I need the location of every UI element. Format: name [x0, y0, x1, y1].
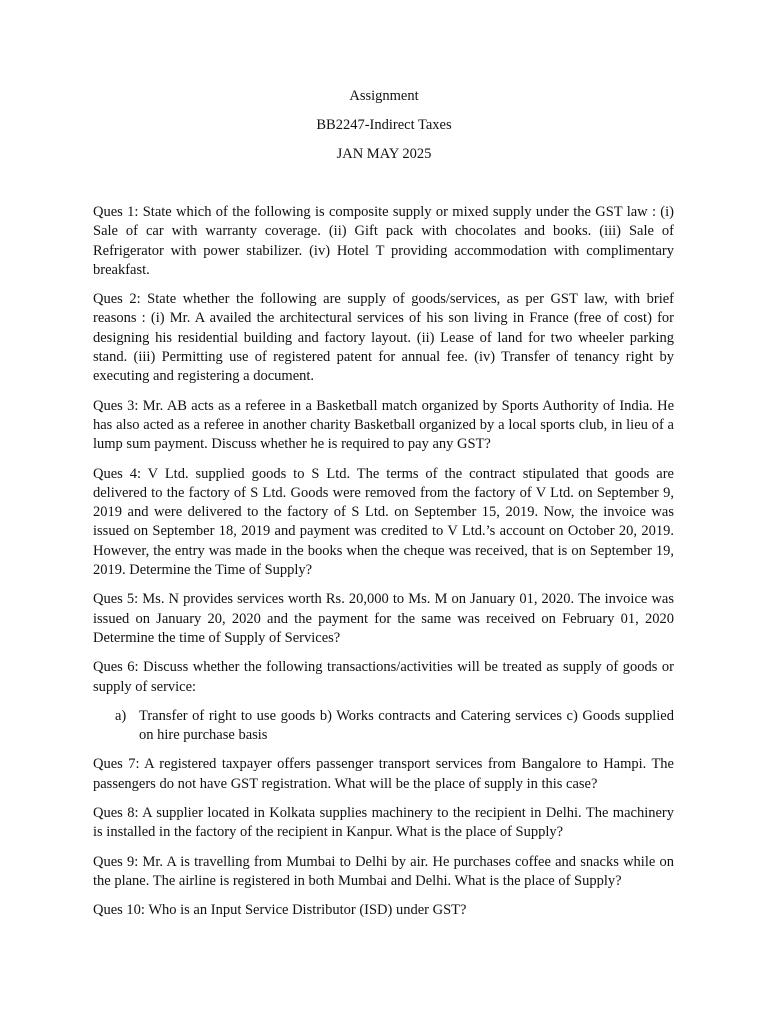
question-4: Ques 4: V Ltd. supplied goods to S Ltd. The terms of the contract stipulated that goods are delivered to the factory of S Ltd. Goods were removed from the factory of V Ltd. on September 9, 2019 and were delivered to the factory of S Ltd. on September 15, 2019. Now, the invoice was issued on September 18, 2019 and payment was credited to V Ltd.’s account on October 20, 2019. However, the entry was made in the books when the cheque was received, that is on September 19, 2019. Determine the Time of Supply?	[93, 465, 674, 579]
list-marker: a)	[115, 707, 127, 724]
question-1: Ques 1: State which of the following is composite supply or mixed supply under the GST law : (i) Sale of car with warranty coverage. (ii) Gift pack with chocolates and books. (iii) Sale of Refrigerator with power stabilizer. (iv) Hotel T providing accommodation with complimentary breakfast.	[93, 204, 674, 278]
question-6-item	[93, 707, 674, 746]
question-5: Ques 5: Ms. N provides services worth Rs. 20,000 to Ms. M on January 01, 2020. The invoice was issued on January 20, 2020 and the payment for the same was received on February 01, 2020 Determine the time of Supply of Services?	[93, 591, 674, 646]
question-3: Ques 3: Mr. AB acts as a referee in a Basketball match organized by Sports Authority of India. He has also acted as a referee in another charity Basketball organized by a local sports club, in lieu of a lump sum payment. Discuss whether he is required to pay any GST?	[93, 397, 674, 453]
question-6-item-text: Transfer of right to use goods b) Works contracts and Catering services c) Goods supplied on hire purchase basis	[139, 707, 674, 744]
question-8: Ques 8: A supplier located in Kolkata supplies machinery to the recipient in Delhi. The machinery is installed in the factory of the recipient in Kanpur. What is the place of Supply?	[93, 805, 674, 841]
assignment-title: Assignment	[349, 88, 419, 104]
question-6-options	[93, 707, 674, 746]
document-header	[0, 87, 768, 174]
question-10: Ques 10: Who is an Input Service Distributor (ISD) under GST?	[93, 902, 467, 919]
questions-body	[93, 203, 674, 931]
question-6: Ques 6: Discuss whether the following transactions/activities will be treated as supply of goods or supply of service:	[93, 659, 674, 695]
term-label: JAN MAY 2025	[336, 146, 432, 162]
question-2: Ques 2: State whether the following are supply of goods/services, as per GST law, with brief reasons : (i) Mr. A availed the architectural services of his son living in France (free of cost) for designing his residential building and factory layout. (ii) Lease of land for two wheeler parking stand. (iii) Permitting use of registered patent for annual fee. (iv) Transfer of tenancy right by executing and registering a document.	[93, 291, 674, 385]
course-code: BB2247-Indirect Taxes	[316, 117, 452, 133]
question-7: Ques 7: A registered taxpayer offers passenger transport services from Bangalore to Hampi. The passengers do not have GST registration. What will be the place of supply in this case?	[93, 756, 674, 792]
question-9: Ques 9: Mr. A is travelling from Mumbai to Delhi by air. He purchases coffee and snacks while on the plane. The airline is registered in both Mumbai and Delhi. What is the place of Supply?	[93, 853, 674, 889]
